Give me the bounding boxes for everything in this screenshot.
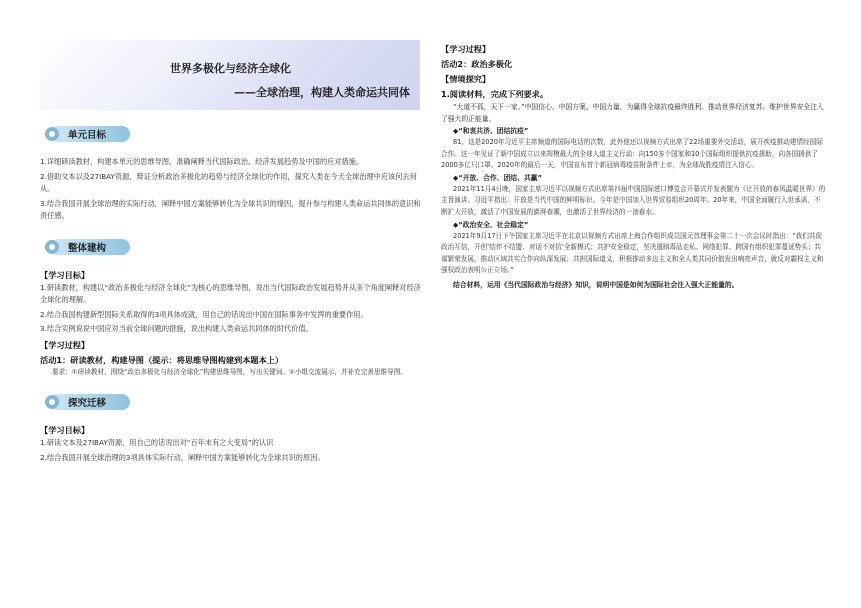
material-2-title: ◆“开放、合作、团结、共赢”	[453, 173, 542, 182]
section-header: 【情境探究】	[441, 74, 491, 84]
unit-goal-2: 2.借助文本以及27IBAY资源，辩证分析政治多极化的趋势与经济全球化的作用，探究人类在今天全球治理中应该何去何从。	[40, 171, 417, 193]
section-header: 【学习过程】	[441, 44, 491, 54]
section-header: 【学习目标】	[40, 425, 90, 436]
title-banner	[40, 40, 420, 110]
banner-label: 探究迁移	[68, 398, 107, 410]
flower-icon	[42, 124, 62, 144]
material-3-title: ◆“政治安全、社会稳定”	[453, 220, 529, 229]
task-question: 结合材料，运用《当代国际政治与经济》知识，说明中国是如何为国际社会注入强大正能量的。	[453, 280, 739, 289]
section-header: 【学习过程】	[40, 339, 90, 350]
page-subtitle: ——全球治理，构建人类命运共同体	[234, 86, 410, 99]
section-header: 【学习目标】	[40, 269, 90, 280]
reading-instruction: 1.阅读材料，完成下列要求。	[441, 89, 549, 99]
activity-1-requirement: 要求：①研读教材，围绕“政治多极化与经济全球化”构建思维导图，写出关键词。②小组交流展示，并补充完善思维导图。	[52, 367, 407, 376]
goal-item-3: 3.结合实例说说中国应对当前全球问题的措施，说出构建人类命运共同体的时代价值。	[40, 324, 313, 333]
flower-icon	[42, 392, 62, 412]
goal-item-2: 2.结合我国构建新型国际关系取得的3项具体成就，用自己的话说出中国在国际事务中发挥的重要作用。	[40, 309, 368, 319]
unit-goal-1: 1.详细研读教材，构建本单元的思维导图，准确阐释当代国际政治、经济发展趋势及中国的应对措施。	[40, 157, 364, 166]
activity-1-title: 活动1：研读教材，构建导图（提示：将思维导图构建到本题本上）	[40, 354, 284, 365]
material-1-text: 81，这是2020年习近平主席频道的国际电话的次数，此外他还以视频方式出席了22场重要外交活动，展开疾疫推动建情经国际合作。这一年见证了新中国成立以来规模最大的全球人道主义行动：向150多个国家和10个国际组织提供抗疫援助，向各国援供了2000多亿只口罩。2020年的最后一天，中国宣布首个新冠病毒疫苗附条件上市，为全球战胜疫情注入信心。	[441, 138, 823, 170]
material-3-text: 2021年9月17日下午国家主席习近平在北京以视频方式出席上海合作组织成员国元首理事会第二十一次会议时指出：“我们共促政治互信，开创‘结伴不结盟、对话不对抗’全新模式；共护安全稳定，坚决遏制毒品走私、网络犯罪、跨国有组织犯罪蔓延势头；共谋繁荣发展，推动区域共实合作向纵深发展；共担国际道义，积极推动多边主义和全人类共同价值发出响亮声音，就反对霸权主义和强权政治表明公正立场。”	[441, 231, 824, 275]
banner-label: 整体建构	[68, 242, 107, 254]
material-2-text: 2021年11月4日晚，国家主席习近平以视频方式出席第四届中国国际进口博览会开幕式并发表题为《让开放的春风温暖世界》的主旨演讲。习近平指出：开放是当代中国的鲜明标识。今年是中国加入世界贸易组织20周年。20年来，中国全面履行入世承诺，不断扩大开放，激活了中国发展的澎湃春潮，也激活了世界经济的一池春水。	[441, 184, 826, 216]
page-title: 世界多极化与经济全球化	[170, 62, 291, 75]
right-column	[441, 40, 827, 291]
overall-banner	[40, 235, 426, 261]
goal-item-1: 1.研读文本及27IBAY资源，用自己的话说出对“百年未有之大变局”的认识	[40, 438, 274, 448]
flower-icon	[42, 237, 62, 257]
activity-2-title: 活动2：政治多极化	[441, 59, 513, 69]
left-column	[40, 40, 426, 466]
unit-goals-banner	[40, 122, 426, 148]
explore-banner	[40, 390, 426, 416]
goal-item-2: 2.结合我国开展全球治理的3项具体实际行动，阐释中国方案能够转化为全球共识的原因。	[40, 452, 325, 462]
banner-label: 单元目标	[68, 130, 107, 141]
opening-quote: “大道不孤，天下一家。”中国信心、中国方案、中国力量，为赢得全球抗疫最终胜利、推动世界经济复苏、维护世界安全注入了强大的正能量。	[441, 103, 824, 123]
unit-goal-3: 3.结合我国开展全球治理的实际行动，阐释中国方案能够转化为全球共识的缘因，提升参与构建人类命运共同体的意识和责任感。	[40, 198, 421, 220]
material-1-title: ◆“和衷共济、团结抗疫”	[453, 127, 529, 135]
goal-item-1: 1.研读教材，构建以“政治多极化与经济全球化”为核心的思维导图，说出当代国际政治发展趋势并从多个角度阐释对经济全球化的理解。	[40, 282, 421, 304]
